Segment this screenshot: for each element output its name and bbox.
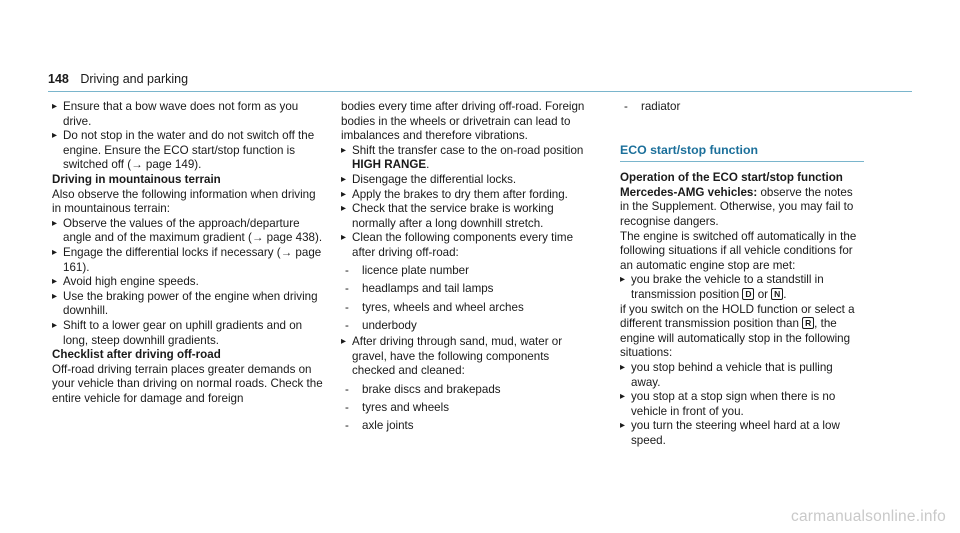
list-item: - tyres, wheels and wheel arches — [341, 301, 591, 316]
text-segment: observe the notes in the Supplement. Otherwise, you may fail to recognise dangers. — [620, 185, 854, 228]
list-item: - licence plate number — [341, 264, 591, 279]
header-divider — [48, 91, 912, 92]
list-item: - brake discs and brakepads — [341, 383, 591, 398]
list-item: ▸ Ensure that a bow wave does not form as you drive. — [52, 100, 326, 129]
paragraph-continued: bodies every time after driving off-road. Foreign bodies in the wheels or drivetrain can lead to imbalances and therefore vibrations. — [341, 100, 585, 143]
paragraph-amg — [620, 186, 864, 230]
list-item: ▸ Engage the differential locks if necessary (→ page 161). — [52, 246, 326, 275]
column-3 — [620, 100, 864, 448]
column-2 — [341, 100, 591, 434]
list-item-transfer-case — [341, 144, 591, 173]
bullet-list-water — [52, 100, 326, 173]
list-item: ▸ Avoid high engine speeds. — [52, 275, 326, 290]
text-segment: you brake the vehicle to a standstill in transmission position — [631, 273, 824, 301]
list-item: - radiator — [620, 100, 864, 115]
paragraph-hold — [620, 303, 864, 361]
list-item: ▸ Do not stop in the water and do not switch off the engine. Ensure the ECO start/stop function is switched off (→ page 149). — [52, 129, 326, 173]
list-item: ▸ you stop behind a vehicle that is pulling away. — [620, 361, 864, 390]
text-segment: , the engine will automatically stop in the following situations: — [620, 317, 851, 360]
column-1 — [52, 100, 326, 406]
list-item: ▸ Disengage the differential locks. — [341, 173, 591, 188]
dash-list-check — [341, 383, 591, 434]
section-divider — [620, 161, 864, 162]
list-item: ▸ Shift to a lower gear on uphill gradients and on long, steep downhill gradients. — [52, 319, 326, 348]
list-item-standstill — [620, 273, 864, 302]
page-header — [48, 72, 188, 87]
bullet-list-sand — [341, 335, 591, 379]
section-title-eco: ECO start/stop function — [620, 142, 758, 157]
text-segment: . — [783, 287, 787, 301]
page-number: 148 — [48, 72, 69, 86]
list-item: ▸ Clean the following components every time after driving off-road: — [341, 231, 591, 260]
paragraph-auto-stop: The engine is switched off automatically in the following situations if all vehicle conditions for an automatic engine stop are met: — [620, 229, 857, 272]
list-item: - tyres and wheels — [341, 401, 591, 416]
heading-operation: Operation of the ECO start/stop function — [620, 171, 843, 185]
list-item: ▸ Use the braking power of the engine when driving downhill. — [52, 290, 326, 319]
list-item: ▸ you stop at a stop sign when there is no vehicle in front of you. — [620, 390, 864, 419]
dash-list-clean — [341, 264, 591, 333]
paragraph-mountainous: Also observe the following information when driving in mountainous terrain: — [52, 187, 316, 216]
gear-d-icon: D — [742, 288, 754, 300]
list-item: ▸ Observe the values of the approach/departure angle and of the maximum gradient (→ page 438). — [52, 217, 326, 246]
chapter-title: Driving and parking — [80, 72, 189, 86]
text-segment: Shift the transfer case to the on-road position — [352, 143, 584, 157]
heading-mountainous-terrain: Driving in mountainous terrain — [52, 172, 221, 186]
text-segment: or — [754, 287, 772, 301]
bullet-list-after-offroad — [341, 144, 591, 261]
high-range-label: HIGH RANGE — [352, 158, 427, 172]
list-item: - underbody — [341, 319, 591, 334]
list-item: - axle joints — [341, 419, 591, 434]
list-item: ▸ After driving through sand, mud, water or gravel, have the following components checked and cleaned: — [341, 335, 591, 379]
bullet-list-standstill — [620, 273, 864, 302]
list-item: ▸ you turn the steering wheel hard at a low speed. — [620, 419, 864, 448]
gear-r-icon: R — [802, 317, 814, 329]
dash-list-continued — [620, 100, 864, 115]
text-segment: if you switch on the HOLD function or select a different transmission position than — [620, 302, 855, 331]
bullet-list-hold — [620, 361, 864, 449]
amg-label: Mercedes-AMG vehicles: — [620, 185, 758, 199]
list-item: ▸ Check that the service brake is working normally after a long downhill stretch. — [341, 202, 591, 231]
heading-checklist: Checklist after driving off-road — [52, 348, 221, 362]
bullet-list-mountain — [52, 217, 326, 348]
paragraph-checklist: Off-road driving terrain places greater demands on your vehicle than driving on normal roads. Check the entire vehicle for damage and foreign — [52, 362, 323, 405]
list-item: - headlamps and tail lamps — [341, 282, 591, 297]
gear-n-icon: N — [771, 288, 783, 300]
watermark: carmanualsonline.info — [791, 508, 946, 525]
list-item: ▸ Apply the brakes to dry them after fording. — [341, 188, 591, 203]
text-segment: . — [426, 158, 430, 172]
